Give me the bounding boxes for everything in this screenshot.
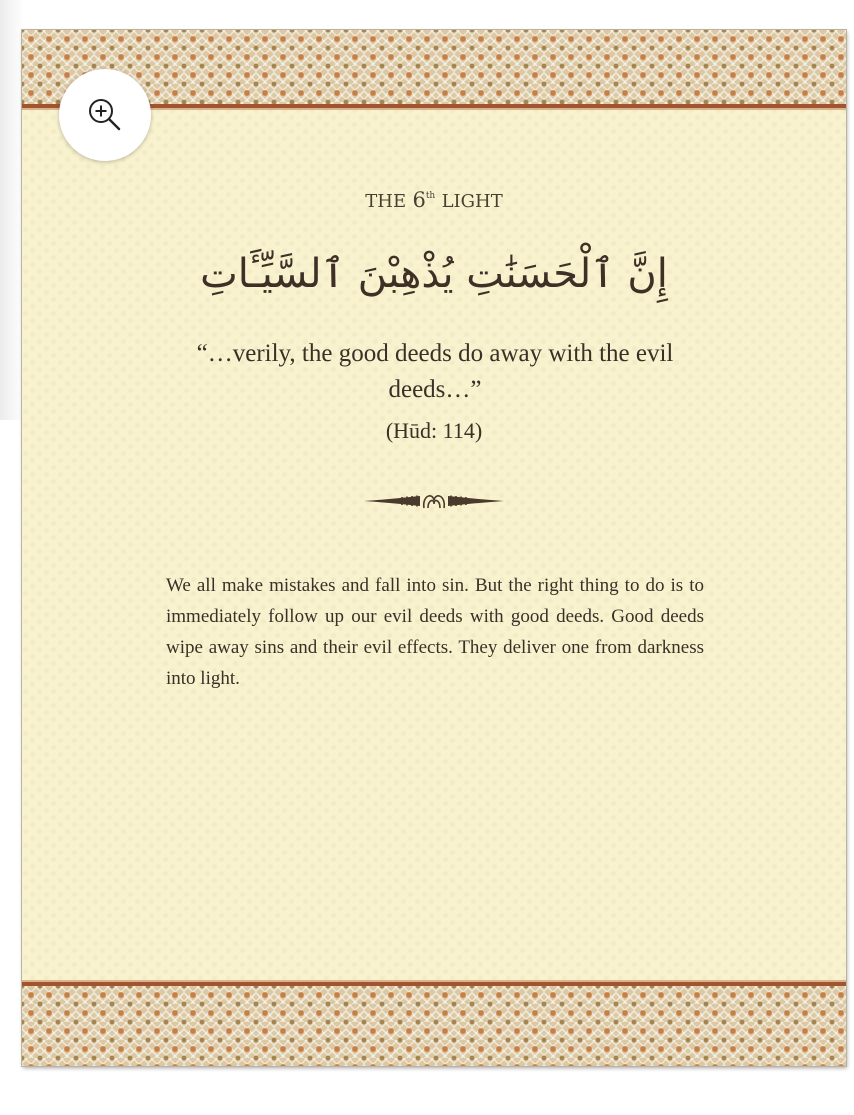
divider-ornament-icon: [362, 488, 506, 514]
verse-translation: “…verily, the good deeds do away with the evil deeds…”: [196, 340, 674, 403]
heading-prefix: THE: [365, 191, 407, 212]
verse-reference: (Hūd: 114): [385, 418, 483, 443]
arabic-verse: إِنَّ ٱلْحَسَنَٰتِ يُذْهِبْنَ ٱلسَّيِّـَٔاتِ: [200, 251, 668, 297]
heading-number: 6: [412, 188, 426, 212]
chapter-heading: [0, 188, 854, 212]
zoom-in-button[interactable]: [59, 69, 151, 161]
heading-word: LIGHT: [441, 191, 503, 212]
bottom-decorative-band: [22, 982, 846, 1066]
body-paragraph: We all make mistakes and fall into sin. But the right thing to do is to immediately follow up our evil deeds with good deeds. Good deeds wipe away sins and their evil effects. They deliver one from darkness into light.: [166, 575, 704, 689]
book-page: [22, 30, 846, 1066]
zoom-in-icon: [85, 95, 125, 135]
heading-ordinal-suffix: th: [425, 191, 436, 201]
divider-ornament: [362, 488, 506, 518]
